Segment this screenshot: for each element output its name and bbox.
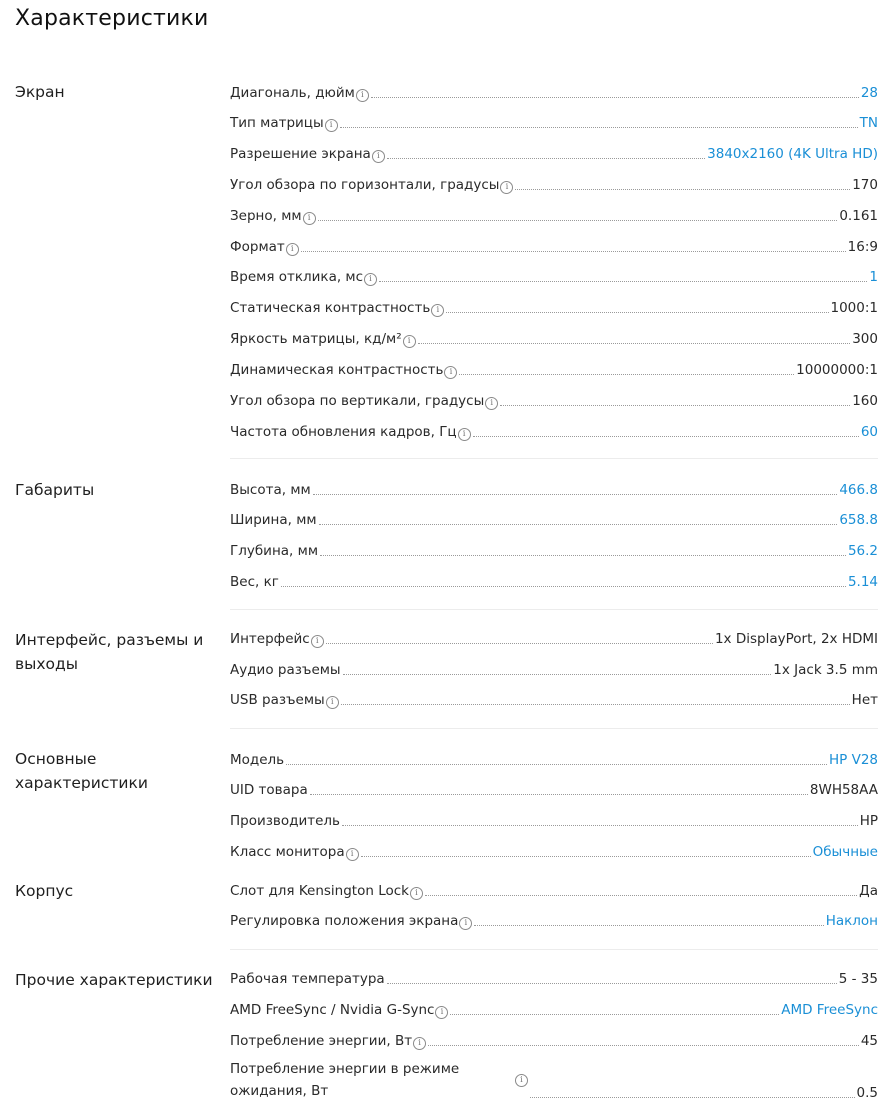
spec-label: Разрешение экрана [230,146,371,162]
dotted-leader [313,494,838,495]
info-icon[interactable]: i [458,428,471,441]
info-icon[interactable]: i [435,1006,448,1019]
info-icon[interactable]: i [444,366,457,379]
dotted-leader [371,97,859,98]
dotted-leader [474,925,823,926]
page-title: Характеристики [15,6,209,31]
spec-label: AMD FreeSync / Nvidia G-Sync [230,1002,435,1018]
dotted-leader [318,220,838,221]
dotted-leader [281,586,846,587]
info-icon[interactable]: i [413,1037,426,1050]
spec-row [230,421,878,441]
dotted-leader [286,764,827,765]
dotted-leader [320,555,846,556]
spec-row [230,82,878,102]
info-icon[interactable]: i [346,848,359,861]
spec-value: 0.161 [839,208,878,224]
spec-row [230,628,878,648]
spec-row [230,509,878,529]
spec-value: 16:9 [847,239,878,255]
spec-value-link[interactable]: Обычные [812,844,878,860]
spec-label: UID товара [230,782,308,798]
spec-label: Слот для Kensington Lock [230,883,409,899]
spec-label: Аудио разъемы [230,662,341,678]
spec-label: Глубина, мм [230,543,319,559]
spec-row [230,297,878,317]
spec-row [230,205,878,225]
info-icon[interactable]: i [500,181,513,194]
spec-row [230,841,878,861]
spec-value: Нет [851,692,878,708]
spec-value-link[interactable]: 658.8 [839,512,878,528]
info-icon[interactable]: i [431,304,444,317]
spec-value: 1x Jack 3.5 mm [773,662,878,678]
spec-value-link[interactable]: HP V28 [829,752,878,768]
dotted-leader [310,794,808,795]
dotted-leader [361,856,811,857]
dotted-leader [342,825,858,826]
spec-label: Рабочая температура [230,971,385,987]
spec-row [230,266,878,286]
spec-value-link[interactable]: 5.14 [847,574,878,590]
spec-value: 5 - 35 [838,971,878,987]
spec-value: 10000000:1 [796,362,878,378]
info-icon[interactable]: i [311,635,324,648]
dotted-leader [459,374,794,375]
spec-row [230,236,878,256]
section-title-interfaces: Интерфейс, разъемы и выходы [15,631,204,673]
info-icon[interactable]: i [372,150,385,163]
info-icon[interactable]: i [515,1074,528,1087]
spec-row [230,571,878,591]
spec-row [230,910,878,930]
spec-label: Время отклика, мс [230,269,364,285]
spec-row [230,968,878,988]
spec-label: Потребление энергии в режиме ожидания, Вт [230,1061,460,1099]
spec-value-link[interactable]: 3840x2160 (4K Ultra HD) [707,146,878,162]
spec-row [230,1058,878,1102]
spec-row [230,479,878,499]
divider [230,728,878,729]
spec-value-link[interactable]: 60 [860,424,878,440]
spec-label: Потребление энергии, Вт [230,1033,413,1049]
spec-label: Регулировка положения экрана [230,913,459,929]
spec-row [230,174,878,194]
spec-value-link[interactable]: TN [859,115,878,131]
dotted-leader [473,436,859,437]
spec-row [230,779,878,799]
info-icon[interactable]: i [403,335,416,348]
spec-label: USB разъемы [230,692,325,708]
section-title-screen: Экран [15,83,65,101]
dotted-leader [450,1014,779,1015]
spec-row [230,689,878,709]
info-icon[interactable]: i [286,243,299,256]
spec-label: Класс монитора [230,844,345,860]
dotted-leader [515,189,850,190]
spec-row [230,749,878,769]
spec-label: Зерно, мм [230,208,302,224]
spec-label: Тип матрицы [230,115,324,131]
spec-value: 170 [852,177,878,193]
spec-value-link[interactable]: AMD FreeSync [781,1002,878,1018]
spec-value: 1x DisplayPort, 2x HDMI [714,631,878,647]
spec-label: Диагональ, дюйм [230,85,355,101]
spec-row [230,1030,878,1050]
spec-label: Ширина, мм [230,512,317,528]
spec-value-link[interactable]: 466.8 [839,482,878,498]
spec-label: Частота обновления кадров, Гц [230,424,457,440]
section-title-case: Корпус [15,882,74,900]
dotted-leader [418,343,851,344]
spec-row [230,540,878,560]
section-title-main: Основные характеристики [15,750,148,792]
spec-label: Высота, мм [230,482,311,498]
dotted-leader [326,643,713,644]
info-icon[interactable]: i [459,917,472,930]
dotted-leader [340,127,858,128]
divider [230,609,878,610]
spec-row [230,143,878,163]
dotted-leader [530,1097,855,1098]
spec-row [230,999,878,1019]
dotted-leader [319,524,838,525]
dotted-leader [428,1045,859,1046]
spec-label: Угол обзора по горизонтали, градусы [230,177,500,193]
info-icon[interactable]: i [485,397,498,410]
spec-label: Динамическая контрастность [230,362,444,378]
spec-label: Яркость матрицы, кд/м² [230,331,402,347]
spec-row [230,390,878,410]
info-icon[interactable]: i [325,119,338,132]
spec-value: HP [859,813,878,829]
dotted-leader [500,405,850,406]
info-icon[interactable]: i [356,89,369,102]
dotted-leader [343,674,772,675]
spec-row [230,880,878,900]
spec-value: 45 [860,1033,878,1049]
dotted-leader [446,312,828,313]
spec-label: Модель [230,752,285,768]
spec-value-link[interactable]: 28 [860,85,878,101]
spec-row [230,359,878,379]
section-title-other: Прочие характеристики [15,971,213,989]
info-icon[interactable]: i [364,273,377,286]
spec-value-link[interactable]: Наклон [825,913,878,929]
spec-label: Интерфейс [230,631,310,647]
dotted-leader [379,281,867,282]
dotted-leader [425,895,857,896]
spec-row [230,810,878,830]
spec-label: Вес, кг [230,574,279,590]
spec-row [230,112,878,132]
spec-value-link[interactable]: 56.2 [847,543,878,559]
spec-value: 0.5 [856,1085,878,1101]
spec-value: 1000:1 [830,300,878,316]
spec-value: Да [859,883,878,899]
info-icon[interactable]: i [410,887,423,900]
spec-value: 300 [852,331,878,347]
dotted-leader [341,704,850,705]
spec-value: 8WH58AA [809,782,878,798]
spec-value: 160 [852,393,878,409]
spec-label: Угол обзора по вертикали, градусы [230,393,485,409]
section-title-dimensions: Габариты [15,481,95,499]
spec-label: Производитель [230,813,341,829]
spec-label: Статическая контрастность [230,300,431,316]
divider [230,458,878,459]
spec-row [230,328,878,348]
dotted-leader [387,158,705,159]
spec-row [230,659,878,679]
dotted-leader [301,251,846,252]
spec-value-link[interactable]: 1 [869,269,878,285]
divider [230,949,878,950]
spec-label: Формат [230,239,285,255]
info-icon[interactable]: i [303,212,316,225]
dotted-leader [387,983,837,984]
info-icon[interactable]: i [326,696,339,709]
